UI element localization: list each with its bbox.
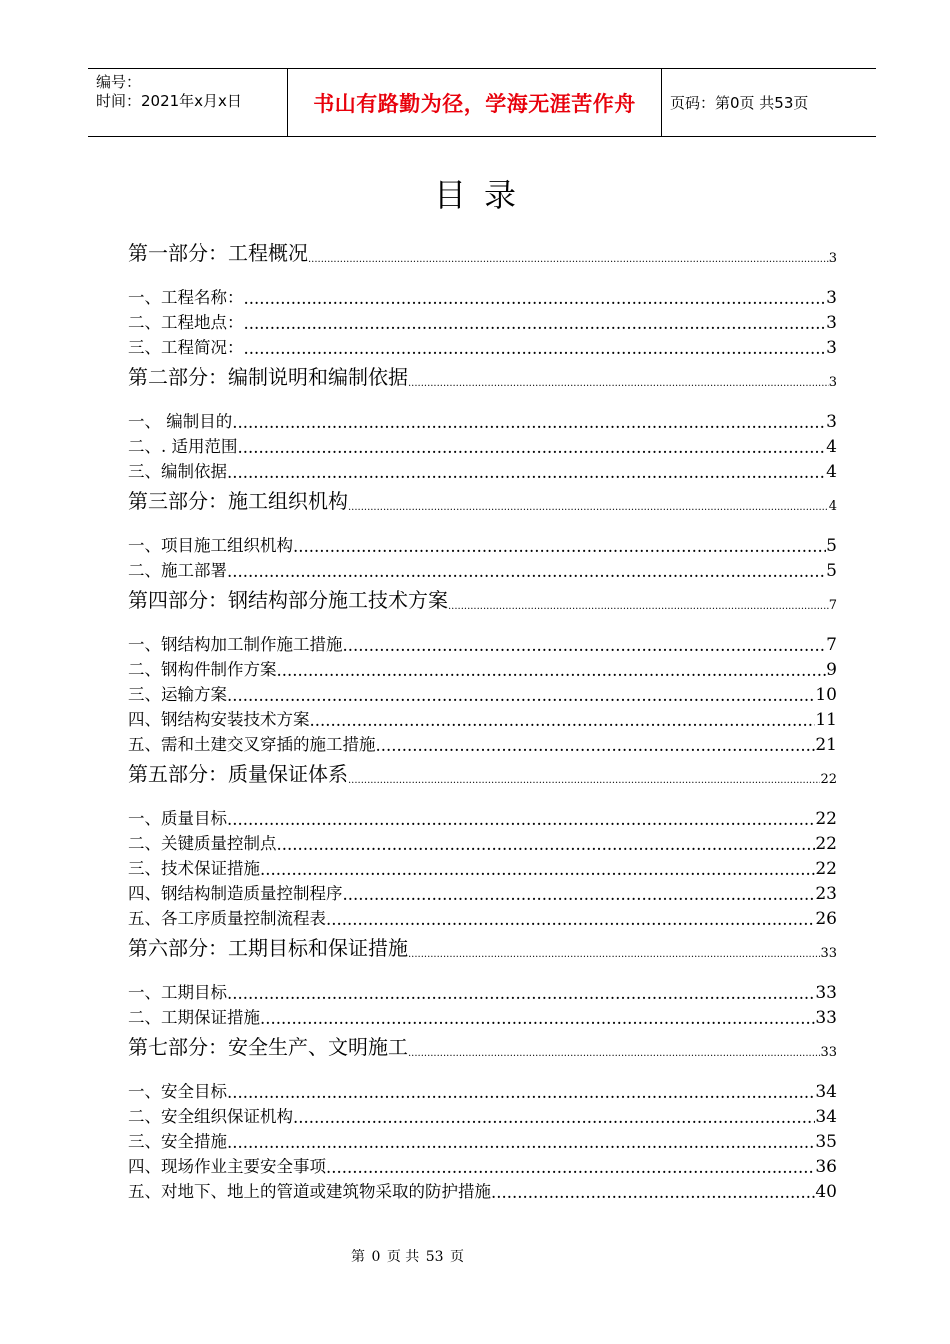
toc-entry-page: 3 [828, 375, 837, 390]
footer-mid: 页 共 [386, 1249, 420, 1265]
toc-dot-leader [376, 737, 816, 755]
toc-dot-leader [277, 662, 827, 680]
toc-entry-title: 四、现场作业主要安全事项 [128, 1157, 326, 1176]
toc-entry-page: 33 [815, 983, 837, 1003]
toc-entry-title: 第二部分：编制说明和编制依据 [128, 365, 408, 389]
toc-entry-page: 33 [820, 946, 837, 961]
toc-entry-title: 三、运输方案 [128, 685, 227, 704]
toc-entry-page: 9 [826, 660, 837, 680]
toc-dot-leader [348, 776, 820, 787]
toc-entry-title: 第一部分：工程概况 [128, 241, 308, 265]
toc-entry-page: 35 [815, 1132, 837, 1152]
toc-entry-title: 一、安全目标 [128, 1082, 227, 1101]
toc-entry-page: 40 [815, 1182, 837, 1202]
toc-dot-leader [408, 379, 829, 390]
toc-item-entry[interactable] [128, 531, 837, 556]
toc-dot-leader [293, 1109, 815, 1127]
footer-current-page: 0 [371, 1249, 381, 1265]
toc-entry-title: 一、质量目标 [128, 809, 227, 828]
toc-entry-title: 一、工期目标 [128, 983, 227, 1002]
toc-entry-title: 第四部分：钢结构部分施工技术方案 [128, 588, 448, 612]
toc-entry-page: 34 [815, 1082, 837, 1102]
table-of-contents [128, 241, 837, 1202]
footer-total-pages: 53 [425, 1249, 444, 1265]
header-meta-cell [88, 69, 288, 136]
toc-entry-title: 二、工程地点： [128, 313, 244, 332]
toc-item-entry[interactable] [128, 1102, 837, 1127]
header-motto-cell [288, 69, 662, 136]
toc-item-entry[interactable] [128, 432, 837, 457]
toc-entry-title: 二、工期保证措施 [128, 1008, 260, 1027]
toc-entry-page: 5 [826, 561, 837, 581]
toc-entry-page: 33 [815, 1008, 837, 1028]
toc-dot-leader [491, 1184, 815, 1202]
toc-item-entry[interactable] [128, 283, 837, 308]
toc-dot-leader [408, 950, 820, 961]
toc-item-entry[interactable] [128, 680, 837, 705]
toc-dot-leader [227, 464, 826, 482]
toc-item-entry[interactable] [128, 854, 837, 879]
toc-item-entry[interactable] [128, 1152, 837, 1177]
toc-item-entry[interactable] [128, 978, 837, 1003]
toc-dot-leader [227, 1084, 815, 1102]
toc-entry-title: 三、技术保证措施 [128, 859, 260, 878]
toc-dot-leader [227, 811, 815, 829]
toc-entry-page: 21 [815, 735, 837, 755]
toc-entry-page: 7 [826, 635, 837, 655]
toc-entry-page: 7 [828, 598, 837, 613]
toc-item-entry[interactable] [128, 407, 837, 432]
toc-dot-leader [293, 538, 826, 556]
toc-dot-leader [308, 255, 829, 266]
toc-entry-title: 五、需和土建交叉穿插的施工措施 [128, 735, 376, 754]
toc-dot-leader [260, 1010, 815, 1028]
toc-dot-leader [310, 712, 816, 730]
motto-text: 书山有路勤为径，学海无涯苦作舟 [313, 91, 636, 116]
toc-item-entry[interactable] [128, 1003, 837, 1028]
toc-entry-title: 一、项目施工组织机构 [128, 536, 293, 555]
toc-dot-leader [326, 911, 815, 929]
toc-entry-title: 二、. 适用范围 [128, 437, 238, 456]
toc-part-entry[interactable] [128, 936, 837, 961]
document-title: 目录 [433, 176, 534, 214]
toc-part-entry[interactable] [128, 365, 837, 390]
toc-entry-title: 第五部分：质量保证体系 [128, 762, 348, 786]
toc-dot-leader [343, 637, 827, 655]
toc-entry-page: 26 [815, 909, 837, 929]
toc-dot-leader [260, 861, 815, 879]
footer-prefix: 第 [351, 1249, 365, 1265]
toc-item-entry[interactable] [128, 829, 837, 854]
toc-entry-page: 3 [826, 338, 837, 358]
toc-entry-page: 10 [815, 685, 837, 705]
toc-part-entry[interactable] [128, 588, 837, 613]
toc-dot-leader [244, 340, 827, 358]
page-info: 页码：第0页 共53页 [670, 94, 809, 112]
toc-entry-title: 二、关键质量控制点 [128, 834, 277, 853]
toc-entry-title: 第六部分：工期目标和保证措施 [128, 936, 408, 960]
toc-item-entry[interactable] [128, 804, 837, 829]
serial-label: 编号： [96, 73, 142, 91]
toc-dot-leader [227, 1134, 815, 1152]
toc-item-entry[interactable] [128, 655, 837, 680]
toc-entry-title: 二、钢构件制作方案 [128, 660, 277, 679]
header-page-cell [662, 69, 876, 136]
toc-entry-title: 四、钢结构安装技术方案 [128, 710, 310, 729]
toc-entry-page: 5 [826, 536, 837, 556]
toc-entry-page: 36 [815, 1157, 837, 1177]
toc-entry-page: 22 [815, 859, 837, 879]
toc-item-entry[interactable] [128, 1077, 837, 1102]
toc-part-entry[interactable] [128, 1035, 837, 1060]
toc-dot-leader [343, 886, 816, 904]
toc-dot-leader [227, 687, 815, 705]
toc-entry-title: 二、施工部署 [128, 561, 227, 580]
toc-entry-page: 4 [826, 462, 837, 482]
toc-entry-page: 33 [820, 1045, 837, 1060]
toc-part-entry[interactable] [128, 762, 837, 787]
toc-item-entry[interactable] [128, 333, 837, 358]
toc-part-entry[interactable] [128, 241, 837, 266]
toc-entry-page: 34 [815, 1107, 837, 1127]
toc-entry-title: 五、对地下、地上的管道或建筑物采取的防护措施 [128, 1182, 491, 1201]
toc-entry-title: 一、钢结构加工制作施工措施 [128, 635, 343, 654]
page-footer [0, 1246, 950, 1266]
toc-dot-leader [227, 985, 815, 1003]
toc-item-entry[interactable] [128, 904, 837, 929]
toc-entry-page: 4 [828, 499, 837, 514]
toc-entry-page: 3 [826, 313, 837, 333]
toc-dot-leader [326, 1159, 815, 1177]
toc-entry-page: 4 [826, 437, 837, 457]
toc-dot-leader [244, 315, 827, 333]
toc-entry-title: 五、各工序质量控制流程表 [128, 909, 326, 928]
toc-entry-title: 一、工程名称： [128, 288, 244, 307]
page-header [88, 68, 876, 137]
toc-dot-leader [408, 1049, 820, 1060]
toc-entry-title: 四、钢结构制造质量控制程序 [128, 884, 343, 903]
toc-item-entry[interactable] [128, 1177, 837, 1202]
time-label: 时间：2021年x月x日 [96, 92, 242, 110]
toc-entry-page: 22 [820, 772, 837, 787]
toc-item-entry[interactable] [128, 457, 837, 482]
toc-item-entry[interactable] [128, 630, 837, 655]
toc-dot-leader [227, 563, 826, 581]
footer-suffix: 页 [450, 1249, 465, 1265]
toc-entry-page: 22 [815, 834, 837, 854]
toc-entry-title: 三、编制依据 [128, 462, 227, 481]
toc-entry-page: 3 [828, 251, 837, 266]
toc-dot-leader [277, 836, 816, 854]
toc-item-entry[interactable] [128, 879, 837, 904]
toc-entry-page: 3 [826, 412, 837, 432]
toc-entry-title: 二、安全组织保证机构 [128, 1107, 293, 1126]
toc-entry-page: 11 [815, 710, 837, 730]
toc-entry-page: 23 [815, 884, 837, 904]
toc-item-entry[interactable] [128, 556, 837, 581]
toc-entry-title: 三、工程简况： [128, 338, 244, 357]
toc-dot-leader [348, 503, 829, 514]
toc-item-entry[interactable] [128, 308, 837, 333]
toc-entry-title: 三、安全措施 [128, 1132, 227, 1151]
toc-entry-title: 第三部分：施工组织机构 [128, 489, 348, 513]
toc-item-entry[interactable] [128, 1127, 837, 1152]
toc-dot-leader [448, 602, 829, 613]
toc-entry-page: 22 [815, 809, 837, 829]
toc-item-entry[interactable] [128, 730, 837, 755]
toc-item-entry[interactable] [128, 705, 837, 730]
toc-dot-leader [238, 439, 827, 457]
toc-entry-title: 第七部分：安全生产、文明施工 [128, 1035, 408, 1059]
toc-entry-title: 一、 编制目的 [128, 412, 233, 431]
toc-dot-leader [244, 290, 827, 308]
toc-part-entry[interactable] [128, 489, 837, 514]
toc-dot-leader [232, 414, 826, 432]
toc-entry-page: 3 [826, 288, 837, 308]
